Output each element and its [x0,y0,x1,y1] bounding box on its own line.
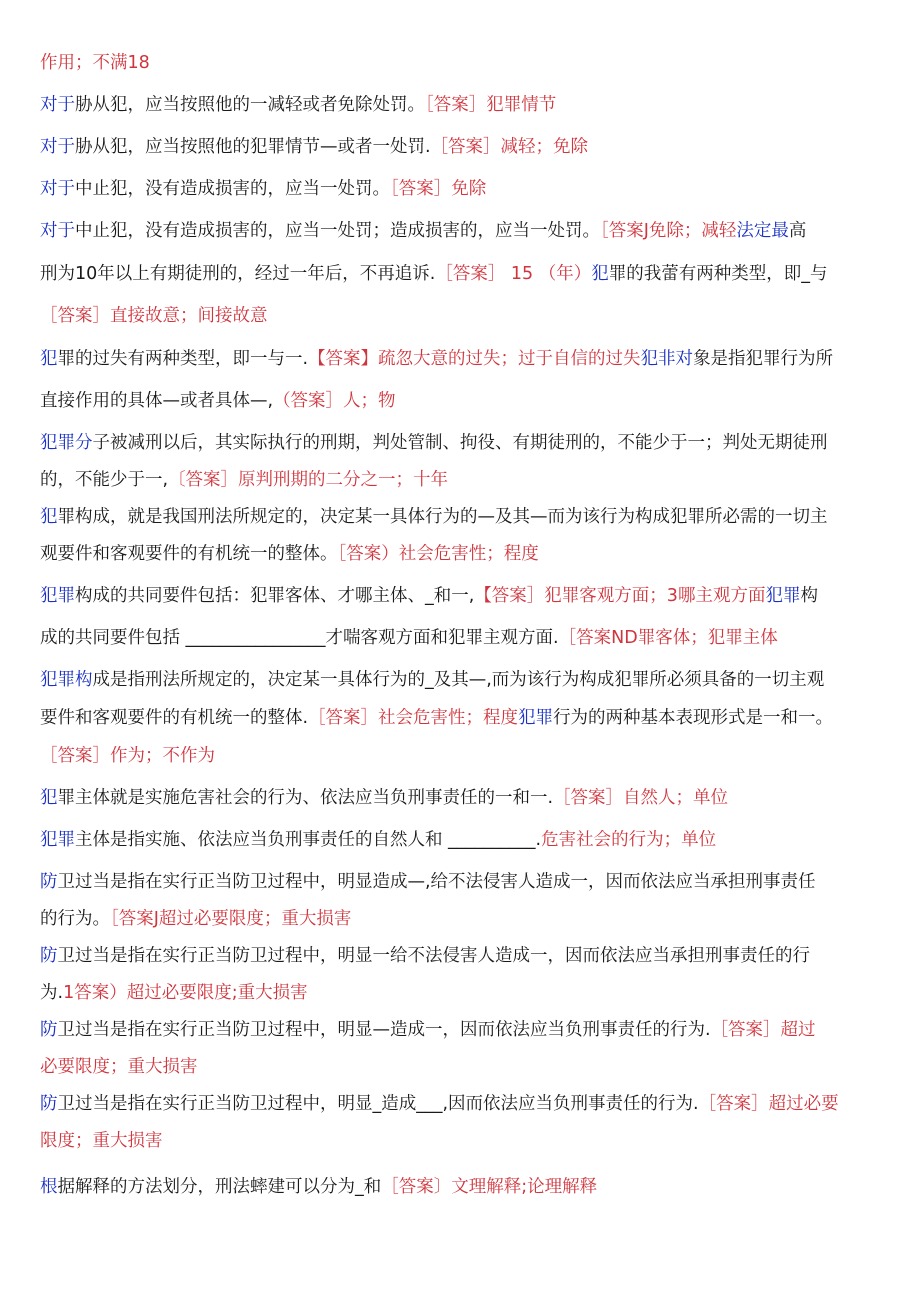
question-text: 主体是指实施、依法应当负刑事责任的自然人和 __________. [75,830,542,850]
highlight-text: 犯 [591,264,609,284]
highlight-text: 防 [40,1094,58,1114]
highlight-text: 对于 [40,95,75,115]
question-text: 象是指犯罪行为所 [693,349,834,369]
text-line [40,1168,885,1206]
text-line [40,863,885,901]
question-text: 构 [800,586,818,606]
answer-text: ［答案J超过必要限度；重大损害 [110,909,352,929]
question-text: 观要件和客观要件的有机统一的整体。 [40,544,338,564]
text-line [40,128,885,166]
question-text: 胁从犯，应当按照他的犯罪情节—或者一处罚. [75,137,431,157]
highlight-text: 防 [40,1020,58,1040]
text-line [40,86,885,124]
question-text: 罪的过失有两种类型，即一与一. [57,349,309,369]
text-line [40,1048,885,1086]
text-line [40,461,885,499]
answer-text: 【答案］犯罪客观方面；3哪主观方面 [474,586,766,606]
question-text: 罪主体就是实施危害社会的行为、依法应当负刑事责任的一和一. [57,788,554,808]
question-text: 成是指刑法所规定的，决定某一具体行为的_及其—,而为该行为构成犯罪所必须具备的一切主观 [92,670,825,690]
answer-text: ［答案］社会危害性；程度 [308,708,519,728]
text-line [40,297,885,335]
text-line [40,699,885,737]
text-line [40,44,885,82]
text-line [40,900,885,938]
text-line [40,535,885,573]
text-line [40,821,885,859]
text-line [40,779,885,817]
text-line [40,498,885,536]
text-line [40,577,885,615]
highlight-text: 犯 [40,507,58,527]
question-text: 行为的两种基本表现形式是一和一。 [553,708,834,728]
answer-text: ［答案ND罪客体；犯罪主体 [558,628,778,648]
highlight-text: 根 [40,1177,58,1197]
question-text: 要件和客观要件的有机统一的整体. [40,708,309,728]
answer-text: 危害社会的行为；单位 [541,830,717,850]
highlight-text: 犯罪 [40,830,75,850]
highlight-text: 防 [40,946,58,966]
highlight-text: 犯 [40,349,58,369]
question-text: 的，不能少于一, [40,470,169,490]
question-text: 直接作用的具体—或者具体—, [40,391,274,411]
answer-text: ［答案］自然人；单位 [553,788,729,808]
answer-text: 限度；重大损害 [40,1131,163,1151]
answer-text: 〔答案］原判刑期的二分之一；十年 [168,470,449,490]
answer-text: （答案］人；物 [273,391,396,411]
highlight-text: 对于 [40,137,75,157]
question-text: 刑为10年以上有期徒刑的，经过一年后，不再追诉. [40,264,436,284]
text-line [40,424,885,462]
text-line [40,170,885,208]
question-text: 罪的我蕾有两种类型，即_与 [608,264,828,284]
answer-text: ［答案］免除 [390,179,487,199]
text-line [40,382,885,420]
highlight-text: 对于 [40,179,75,199]
question-text: 子被减刑以后，其实际执行的刑期，判处管制、拘役、有期徒刑的，不能少于一；判处无期徒刑 [92,433,828,453]
answer-text: ［答案〕文理解释;论理解释 [381,1177,598,1197]
question-text: 的行为。 [40,909,110,929]
answer-text: ［答案］超过 [710,1020,816,1040]
answer-text: ［答案］作为；不作为 [40,746,215,766]
text-line [40,619,885,657]
text-line [40,937,885,975]
answer-text: ［答案J免除；减轻 [600,221,737,241]
answer-text: ［答案］ 15 （年） [435,264,592,284]
question-text: 为. [40,983,64,1003]
highlight-text: 对于 [40,221,75,241]
answer-text: ［答案）社会危害性；程度 [337,544,539,564]
text-line [40,1011,885,1049]
highlight-text: 犯非对 [640,349,694,369]
highlight-text: 犯罪 [40,586,75,606]
question-text: 胁从犯，应当按照他的一减轻或者免除处罚。 [75,95,425,115]
text-line [40,255,885,293]
text-line [40,974,885,1012]
text-line [40,737,885,775]
highlight-text: 犯 [40,788,58,808]
highlight-text: 防 [40,872,58,892]
answer-text: 1答案）超过必要限度;重大损害 [63,983,308,1003]
question-text: 成的共同要件包括 ________________才喘客观方面和犯罪主观方面. [40,628,559,648]
question-text: 据解释的方法划分，刑法蟀建可以分为_和 [57,1177,382,1197]
question-text: 卫过当是指在实行正当防卫过程中，明显—造成一，因而依法应当负刑事责任的行为. [57,1020,711,1040]
highlight-text: 犯罪构 [40,670,93,690]
answer-text: 【答案】疏忽大意的过失；过于自信的过失 [308,349,641,369]
answer-text: ［答案］减轻；免除 [430,137,589,157]
highlight-text: 犯罪 [765,586,801,606]
text-line [40,1085,885,1123]
question-text: 中止犯，没有造成损害的，应当一处罚。 [75,179,390,199]
question-text: 中止犯，没有造成损害的，应当一处罚；造成损害的，应当一处罚。 [75,221,600,241]
highlight-text: 法定最 [736,221,789,241]
question-text: 构成的共同要件包括：犯罪客体、才哪主体、_和一, [75,586,475,606]
highlight-text: 犯罪分 [40,433,93,453]
question-text: 罪构成，就是我国刑法所规定的，决定某一具体行为的—及其—而为该行为构成犯罪所必需的一切主 [57,507,828,527]
question-text: 卫过当是指在实行正当防卫过程中，明显_造成___,因而依法应当负刑事责任的行为. [57,1094,699,1114]
text-line [40,340,885,378]
answer-text: 必要限度；重大损害 [40,1057,198,1077]
question-text: 高 [788,221,807,241]
highlight-text: 犯罪 [518,708,554,728]
answer-text: ［答案］犯罪情节 [425,95,557,115]
answer-text: 作用；不满18 [40,53,150,73]
answer-text: ［答案］直接故意；间接故意 [40,306,268,326]
text-line [40,1122,885,1160]
answer-text: ［答案］超过必要 [698,1094,839,1114]
text-line [40,212,885,250]
question-text: 卫过当是指在实行正当防卫过程中，明显造成—,给不法侵害人造成一，因而依法应当承担刑事责任 [57,872,816,892]
text-line [40,661,885,699]
question-text: 卫过当是指在实行正当防卫过程中，明显一给不法侵害人造成一，因而依法应当承担刑事责任的行 [57,946,810,966]
